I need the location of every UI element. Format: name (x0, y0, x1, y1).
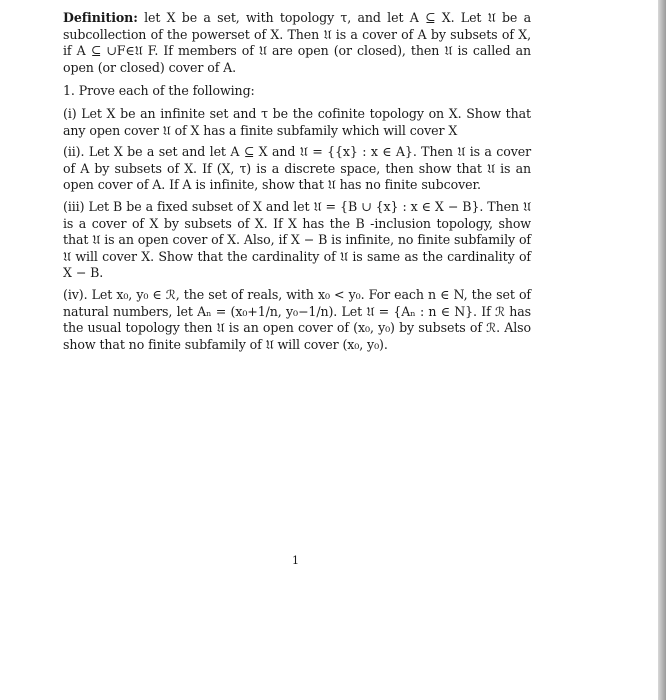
part-iv: (iv). Let x₀, y₀ ∈ ℛ, the set of reals, with x₀ < y₀. For each n ∈ N, the set of natural numbers, let Aₙ = (x₀+1/n, y₀−1/n). Let 𝔘 = {Aₙ : n ∈ N}. If ℛ has the usual topology then 𝔘 is an open cover of (x₀, y₀) by subsets of ℛ. Also show that no finite subfamily of 𝔘 will cover (x₀, y₀). (63, 286, 531, 352)
problem-heading: 1. Prove each of the following: (63, 83, 255, 99)
part-ii: (ii). Let X be a set and let A ⊆ X and 𝔘 = {{x} : x ∈ A}. Then 𝔘 is a cover of A by subsets of X. If (X, τ) is a discrete space, then show that 𝔘 is an open cover of A. If A is infinite, show that 𝔘 has no finite subcover. (63, 144, 531, 193)
part-iii: (iii) Let B be a fixed subset of X and let 𝔘 = {B ∪ {x} : x ∈ X − B}. Then 𝔘 is a cover of X by subsets of X. If X has the B -inclusion topology, show that 𝔘 is an open cover of X. Also, if X − B is infinite, no finite subfamily of 𝔘 will cover X. Show that the cardinality of 𝔘 is same as the cardinality of X − B. (63, 198, 531, 281)
definition-term: Definition: (63, 10, 138, 25)
page-number: 1 (292, 554, 299, 567)
definition-paragraph (63, 10, 531, 76)
definition-text: let X be a set, with topology τ, and let A ⊆ X. Let 𝔘 be a subcollection of the powerset of X. Then 𝔘 is a cover of A by subsets of X, if A ⊆ ∪F∈𝔘 F. If members of 𝔘 are open (or closed), then 𝔘 is called an open (or closed) cover of A. (63, 10, 531, 75)
page-edge-shadow (658, 0, 666, 700)
page-content (63, 10, 531, 358)
part-i: (i) Let X be an infinite set and τ be the cofinite topology on X. Show that any open cover 𝔘 of X has a finite subfamily which will cover X (63, 105, 531, 138)
